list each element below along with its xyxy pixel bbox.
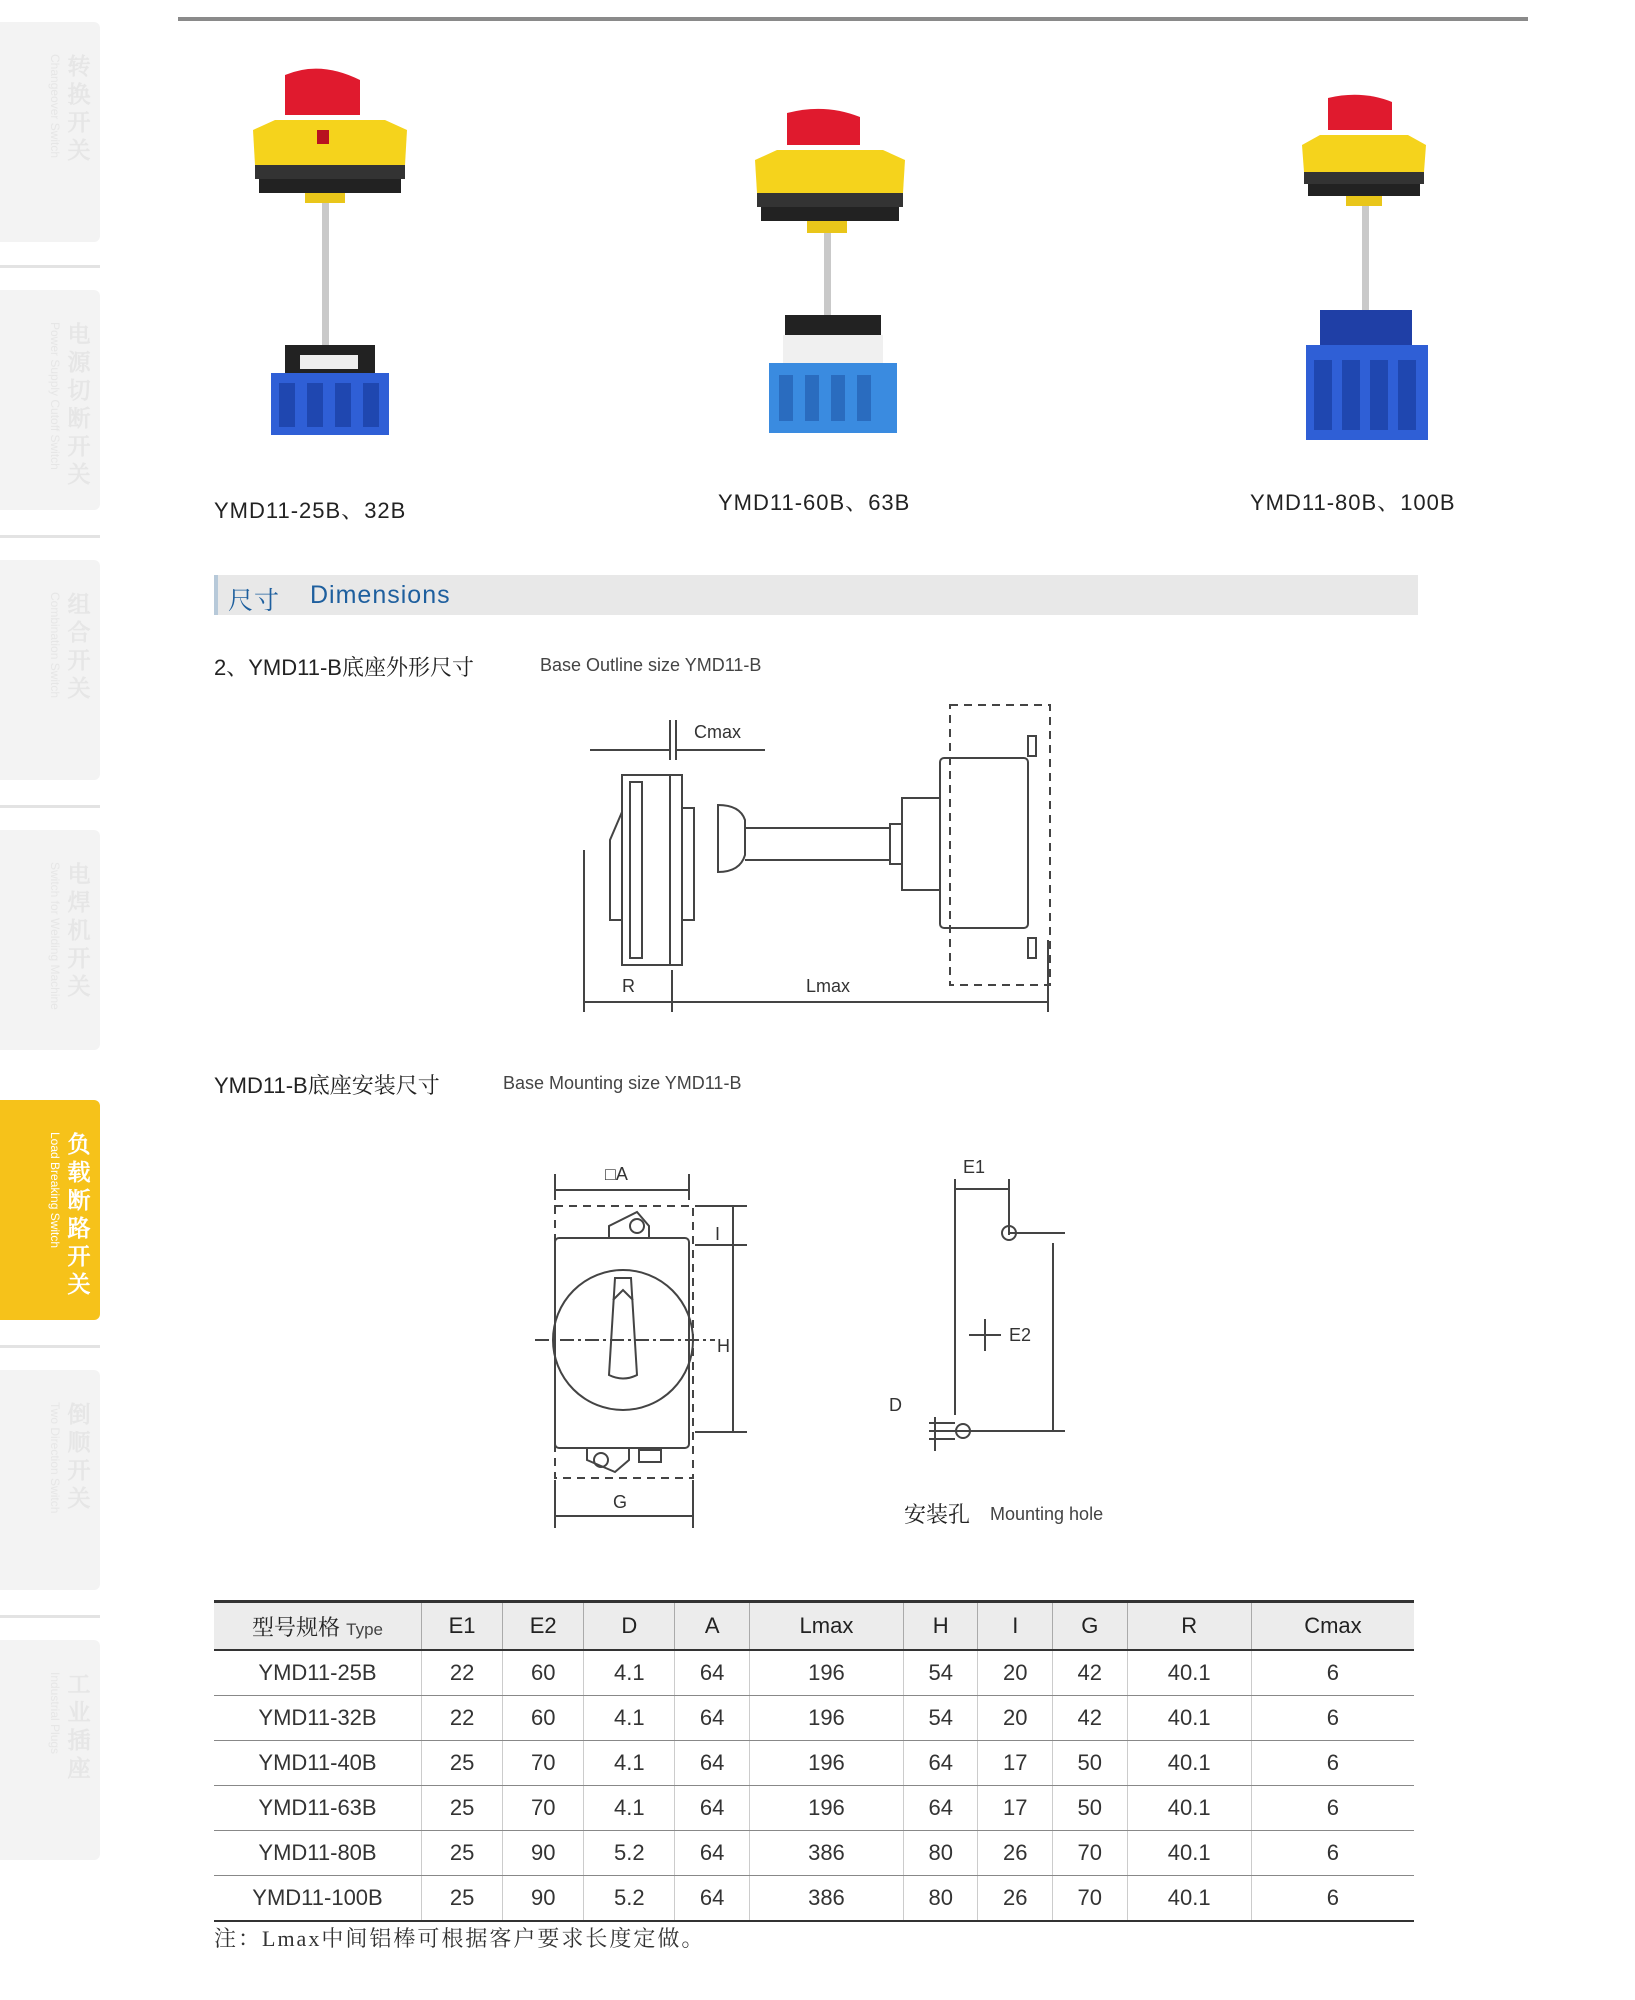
product-caption: YMD11-25B、32B (214, 498, 407, 523)
table-cell: 25 (422, 1831, 503, 1876)
table-cell: 5.2 (584, 1876, 675, 1922)
label-i: I (715, 1224, 721, 1244)
table-cell: 4.1 (584, 1786, 675, 1831)
section-header-dimensions (214, 575, 1418, 615)
table-cell: 80 (903, 1876, 978, 1922)
table-cell: 90 (503, 1831, 584, 1876)
header-cell: A (675, 1602, 750, 1651)
table-cell: 196 (749, 1786, 903, 1831)
table-cell: 4.1 (584, 1741, 675, 1786)
mounting-front-view (535, 1160, 765, 1540)
table-cell: 40.1 (1127, 1831, 1251, 1876)
table-cell: 70 (1053, 1831, 1128, 1876)
product-photo-80b (1280, 90, 1450, 460)
table-cell: 64 (675, 1876, 750, 1922)
sidebar-item-industrial-plugs[interactable] (0, 1640, 100, 1860)
table-cell: 6 (1251, 1696, 1414, 1741)
label-a: □A (605, 1164, 628, 1184)
table-cell: 64 (903, 1786, 978, 1831)
top-rule (178, 17, 1528, 21)
table-cell: 64 (675, 1696, 750, 1741)
sidebar-item-changeover[interactable] (0, 22, 100, 242)
sidebar-item-en: Load Breaking Switch (48, 1132, 62, 1249)
header-type-en: Type (346, 1619, 383, 1639)
sidebar-item-cn: 负载断路开关 (67, 1131, 91, 1297)
label-e1: E1 (963, 1157, 986, 1177)
table-cell: 196 (749, 1650, 903, 1696)
header-cell: G (1053, 1602, 1128, 1651)
table-cell: 80 (903, 1831, 978, 1876)
table-cell: 22 (422, 1696, 503, 1741)
table-cell: 64 (903, 1741, 978, 1786)
footnote: 注：Lmax中间铝棒可根据客户要求长度定做。 (214, 1926, 706, 1951)
table-cell: 6 (1251, 1831, 1414, 1876)
table-cell: 40.1 (1127, 1650, 1251, 1696)
outline-title-en: Base Outline size YMD11-B (540, 655, 762, 675)
table-cell: 22 (422, 1650, 503, 1696)
sidebar-item-load-breaking[interactable] (0, 1100, 100, 1320)
label-g: G (613, 1492, 628, 1512)
table-header-row (214, 1602, 1414, 1651)
sidebar-item-en: Power Supply Cutoff Switch (48, 322, 62, 470)
table-cell: 64 (675, 1786, 750, 1831)
table-cell: 64 (675, 1650, 750, 1696)
sidebar-item-cn: 电焊机开关 (67, 861, 91, 999)
table-cell: 40.1 (1127, 1696, 1251, 1741)
label-lmax: Lmax (806, 976, 851, 996)
table-cell: 40.1 (1127, 1786, 1251, 1831)
sidebar-divider (0, 1615, 100, 1618)
table-cell: 54 (903, 1650, 978, 1696)
table-cell: 25 (422, 1786, 503, 1831)
sidebar-item-cn: 工业插座 (67, 1671, 91, 1781)
cell-type: YMD11-63B (214, 1786, 422, 1831)
header-cell: Cmax (1251, 1602, 1414, 1651)
label-r: R (622, 976, 635, 996)
table-cell: 60 (503, 1650, 584, 1696)
header-cell: E2 (503, 1602, 584, 1651)
table-cell: 386 (749, 1876, 903, 1922)
sidebar-item-en: Two Direction Switch (48, 1402, 62, 1514)
table-cell: 40.1 (1127, 1876, 1251, 1922)
table-cell: 42 (1053, 1696, 1128, 1741)
label-e2: E2 (1009, 1325, 1032, 1345)
table-row (214, 1741, 1414, 1786)
header-cell: H (903, 1602, 978, 1651)
specification-table (214, 1600, 1414, 1922)
product-photo-60b (745, 105, 915, 445)
table-row (214, 1831, 1414, 1876)
sidebar-item-combination[interactable] (0, 560, 100, 780)
table-row (214, 1696, 1414, 1741)
sidebar-divider (0, 1345, 100, 1348)
sidebar-item-cn: 倒顺开关 (67, 1401, 91, 1511)
header-type (214, 1602, 422, 1651)
cell-type: YMD11-80B (214, 1831, 422, 1876)
sidebar-divider (0, 535, 100, 538)
table-cell: 20 (978, 1650, 1053, 1696)
table-cell: 5.2 (584, 1831, 675, 1876)
table-cell: 196 (749, 1696, 903, 1741)
table-cell: 50 (1053, 1786, 1128, 1831)
table-body (214, 1650, 1414, 1921)
sidebar-item-en: Industrial Plugs (48, 1672, 62, 1755)
section-title-en: Dimensions (310, 581, 451, 609)
mounting-hole-label-en: Mounting hole (990, 1504, 1104, 1524)
table-cell: 64 (675, 1831, 750, 1876)
sidebar-item-two-direction[interactable] (0, 1370, 100, 1590)
table-cell: 6 (1251, 1741, 1414, 1786)
cell-type: YMD11-32B (214, 1696, 422, 1741)
table-cell: 6 (1251, 1786, 1414, 1831)
table-cell: 64 (675, 1741, 750, 1786)
table-cell: 42 (1053, 1650, 1128, 1696)
sidebar-item-en: Changeover Switch (48, 54, 62, 159)
header-type-cn: 型号规格 (252, 1614, 341, 1640)
sidebar-item-en: Switch for Welding Machine (48, 862, 62, 1010)
mounting-title-cn: YMD11-B底座安装尺寸 (214, 1073, 440, 1098)
outline-title-cn: 2、YMD11-B底座外形尺寸 (214, 655, 474, 680)
table-cell: 70 (503, 1741, 584, 1786)
table-cell: 60 (503, 1696, 584, 1741)
table-cell: 4.1 (584, 1650, 675, 1696)
table-cell: 70 (503, 1786, 584, 1831)
table-cell: 17 (978, 1786, 1053, 1831)
table-cell: 50 (1053, 1741, 1128, 1786)
sidebar-item-en: Combination Switch (48, 592, 62, 699)
product-caption: YMD11-60B、63B (718, 490, 911, 515)
outline-drawing (570, 700, 1060, 1020)
sidebar-item-cn: 电源切断开关 (67, 321, 91, 487)
product-photo-25b (245, 55, 415, 465)
sidebar-divider (0, 265, 100, 268)
table-cell: 4.1 (584, 1696, 675, 1741)
table-cell: 6 (1251, 1650, 1414, 1696)
mounting-title-en: Base Mounting size YMD11-B (503, 1073, 742, 1093)
table-cell: 20 (978, 1696, 1053, 1741)
table-cell: 26 (978, 1876, 1053, 1922)
table-cell: 25 (422, 1741, 503, 1786)
table-row (214, 1650, 1414, 1696)
mounting-hole-view (885, 1155, 1085, 1475)
product-caption: YMD11-80B、100B (1250, 490, 1456, 515)
header-cell: E1 (422, 1602, 503, 1651)
table-row (214, 1786, 1414, 1831)
table-cell: 54 (903, 1696, 978, 1741)
sidebar-item-welding[interactable] (0, 830, 100, 1050)
cell-type: YMD11-40B (214, 1741, 422, 1786)
cell-type: YMD11-25B (214, 1650, 422, 1696)
header-cell: I (978, 1602, 1053, 1651)
mounting-hole-label-cn: 安装孔 (904, 1502, 971, 1527)
sidebar-item-power-cutoff[interactable] (0, 290, 100, 510)
label-h: H (717, 1336, 730, 1356)
header-cell: R (1127, 1602, 1251, 1651)
label-d: D (889, 1395, 902, 1415)
table-cell: 386 (749, 1831, 903, 1876)
cell-type: YMD11-100B (214, 1876, 422, 1922)
table-row (214, 1876, 1414, 1922)
sidebar-divider (0, 805, 100, 808)
sidebar-item-cn: 组合开关 (67, 591, 91, 701)
table-cell: 26 (978, 1831, 1053, 1876)
table-cell: 70 (1053, 1876, 1128, 1922)
header-cell: D (584, 1602, 675, 1651)
table-cell: 6 (1251, 1876, 1414, 1922)
sidebar-item-cn: 转换开关 (67, 53, 91, 163)
table-cell: 40.1 (1127, 1741, 1251, 1786)
table-cell: 90 (503, 1876, 584, 1922)
table-cell: 17 (978, 1741, 1053, 1786)
label-cmax: Cmax (694, 722, 742, 742)
table-cell: 25 (422, 1876, 503, 1922)
section-title-cn: 尺寸 (228, 587, 281, 615)
table-cell: 196 (749, 1741, 903, 1786)
header-cell: Lmax (749, 1602, 903, 1651)
